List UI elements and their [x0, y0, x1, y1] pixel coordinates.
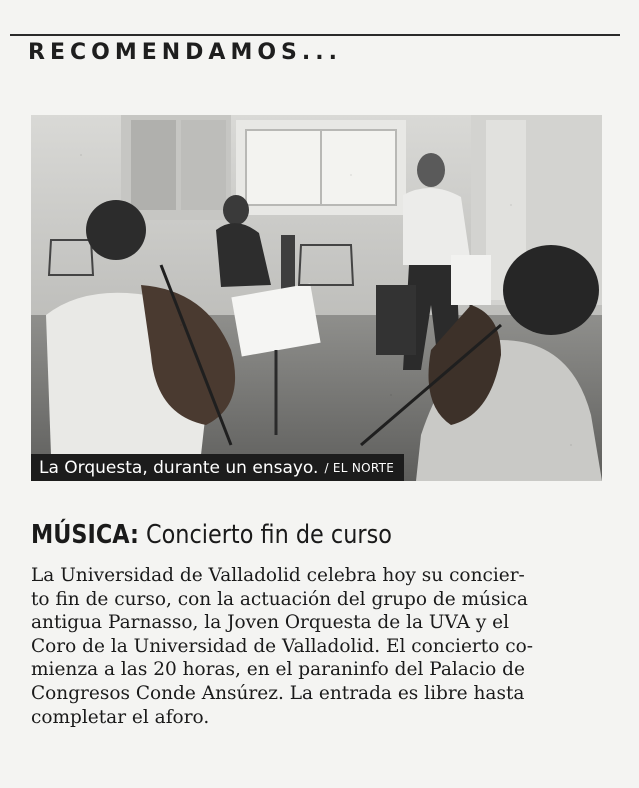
- article-title: Concierto fin de curso: [146, 520, 392, 550]
- news-photo: [31, 115, 602, 481]
- article-body-line: mienza a las 20 horas, en el paraninfo del Palacio de: [31, 659, 525, 681]
- article-body: [31, 564, 602, 729]
- article-body-line: La Universidad de Valladolid celebra hoy su concier-: [31, 565, 525, 586]
- top-rule: [10, 34, 620, 36]
- article-body-line: Congresos Conde Ansúrez. La entrada es libre hasta: [31, 682, 525, 704]
- photo-illustration: [31, 115, 602, 481]
- photo-caption-bar: [31, 454, 404, 481]
- article-body-line: antigua Parnasso, la Joven Orquesta de la UVA y el: [31, 612, 510, 634]
- photo-credit: / EL NORTE: [324, 460, 395, 475]
- photo-caption: La Orquesta, durante un ensayo.: [39, 457, 319, 478]
- article-body-line: to fin de curso, con la actuación del grupo de música: [31, 588, 528, 610]
- article-body-line: Coro de la Universidad de Valladolid. El concierto co-: [31, 635, 533, 657]
- article-section-label: MÚSICA:: [31, 520, 139, 550]
- kicker-heading: RECOMENDAMOS...: [28, 40, 342, 65]
- article-body-line: completar el aforo.: [31, 706, 210, 728]
- article-headline: [31, 520, 392, 550]
